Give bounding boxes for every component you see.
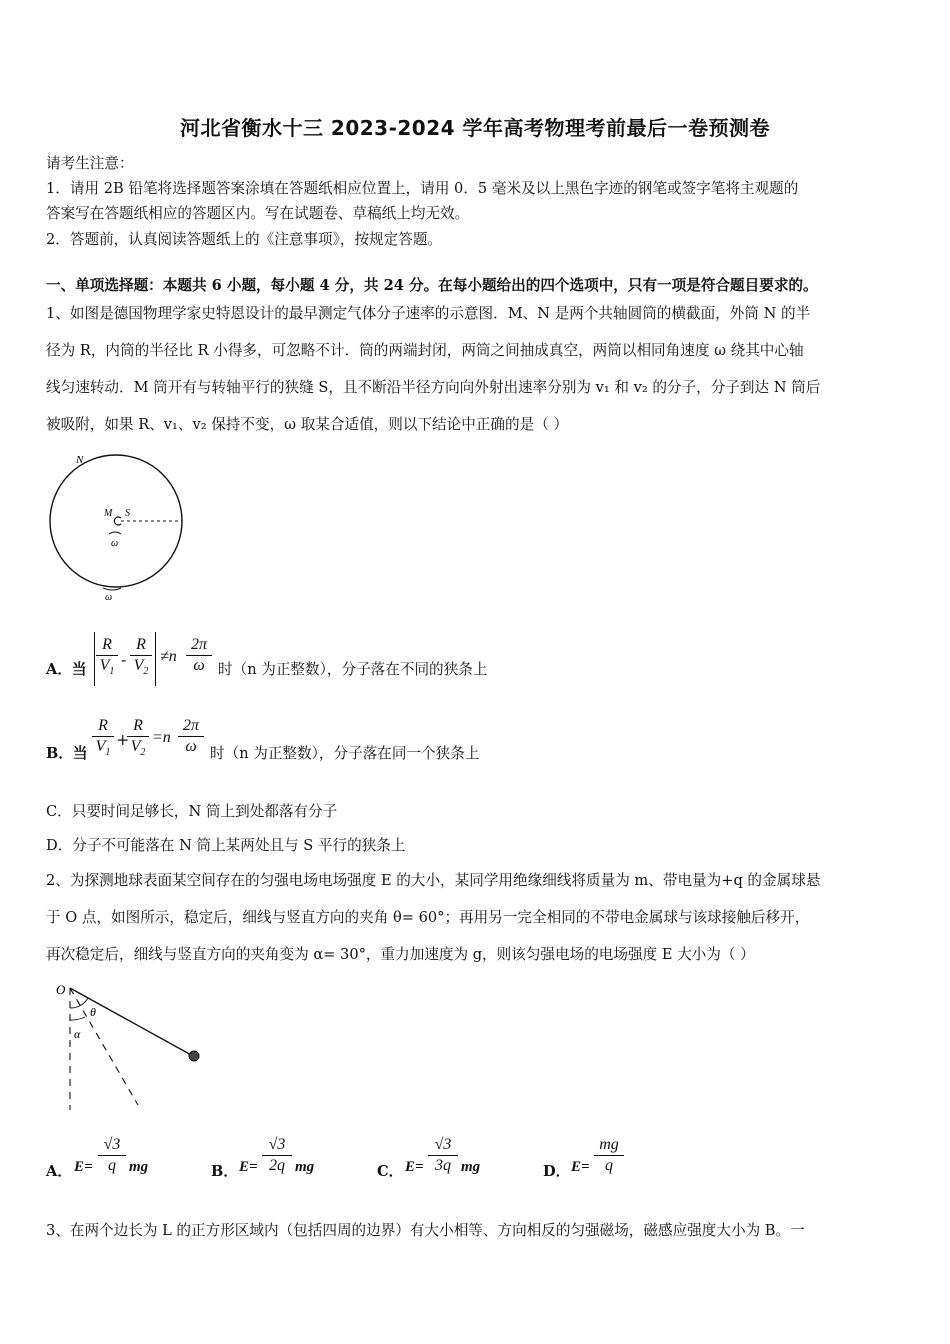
abs-bar-right: [155, 632, 156, 686]
frac-r-v2: [130, 636, 152, 677]
frac-2pi-omega: [186, 636, 212, 675]
q2-option-b-label: B．: [211, 1163, 238, 1180]
mg: mg: [129, 1159, 149, 1175]
q1-option-a-label: A．当: [46, 661, 87, 678]
q1-option-b-text: 时（n 为正整数），分子落在同一个狭条上: [210, 745, 480, 762]
e-equals: E=: [405, 1159, 424, 1175]
label-omega-inner: ω: [111, 538, 119, 549]
minus-sign: -: [121, 650, 127, 669]
q2-option-d-label: D．: [543, 1163, 571, 1180]
q2-figure-pendulum: [50, 980, 210, 1115]
q1-line-2: 径为 R，内筒的半径比 R 小得多，可忽略不计．筒的两端封闭，两筒之间抽成真空，两筒以相同角速度 ω 绕其中心轴: [46, 342, 804, 359]
subscript: 1: [105, 747, 111, 759]
section-1-heading: 一、单项选择题：本题共 6 小题，每小题 4 分，共 24 分。在每小题给出的四个选项中，只有一项是符合题目要求的。: [46, 277, 818, 294]
q2-line-2: 于 O 点，如图所示，稳定后，细线与竖直方向的夹角 θ= 60°；再用另一完全相同的不带电金属球与该球接触后移开，: [46, 909, 810, 926]
q2-option-c-label: C．: [377, 1163, 404, 1180]
frac-numerator: mg: [594, 1136, 624, 1156]
notice-item-1b: 答案写在答题纸相应的答题区内。写在试题卷、草稿纸上均无效。: [46, 205, 470, 222]
frac-mg-q: [594, 1136, 624, 1175]
frac-numerator: 2π: [178, 717, 204, 737]
frac-denominator: 2q: [269, 1157, 285, 1174]
subscript: 2: [140, 747, 146, 759]
frac-numerator: 2π: [186, 636, 212, 656]
label-theta: θ: [90, 1005, 96, 1019]
frac-numerator: R: [92, 717, 114, 737]
frac-numerator: √3: [428, 1136, 458, 1156]
metal-ball: [189, 1051, 199, 1061]
frac-r-v2: [127, 717, 149, 758]
label-alpha: α: [74, 1027, 81, 1041]
label-o: O: [56, 982, 66, 997]
e-equals: E=: [74, 1159, 93, 1175]
q2-option-a-label: A．: [46, 1163, 72, 1180]
q1-figure-cylinders: [45, 448, 195, 608]
alpha-arc: [70, 1017, 85, 1020]
frac-sqrt3-2q: [262, 1136, 292, 1175]
frac-denominator: V: [130, 738, 141, 755]
frac-sqrt3-q: [98, 1136, 126, 1175]
frac-denominator: V: [133, 657, 144, 674]
plus-sign: +: [116, 730, 130, 749]
frac-denominator: ω: [185, 738, 197, 755]
eq-n: =n: [152, 729, 171, 746]
q2-line-3: 再次稳定后，细线与竖直方向的夹角变为 α= 30°，重力加速度为 g，则该匀强电场的电场强度 E 大小为（ ）: [46, 946, 755, 963]
label-m: M: [104, 508, 113, 519]
label-n: N: [76, 454, 84, 466]
frac-denominator: V: [99, 657, 110, 674]
e-equals: E=: [239, 1159, 258, 1175]
mg: mg: [295, 1159, 315, 1175]
notice-item-1a: 1．请用 2B 铅笔将选择题答案涂填在答题纸相应位置上，请用 0．5 毫米及以上黑色字迹的钢笔或签字笔将主观题的: [46, 180, 799, 197]
frac-numerator: √3: [262, 1136, 292, 1156]
inner-rotation-arrow: [109, 532, 121, 534]
frac-denominator: q: [605, 1157, 613, 1174]
q1-line-3: 线匀速转动．M 筒开有与转轴平行的狭缝 S，且不断沿半径方向向外射出速率分别为 v₁ 和 v₂ 的分子，分子到达 N 筒后: [46, 379, 821, 396]
label-s: S: [125, 508, 130, 519]
inner-cylinder-m: [114, 517, 121, 525]
frac-sqrt3-3q: [428, 1136, 458, 1175]
thread-line: [70, 988, 193, 1056]
frac-numerator: R: [96, 636, 118, 656]
q3-line-1: 3、在两个边长为 L 的正方形区域内（包括四周的边界）有大小相等、方向相反的匀强磁场，磁感应强度大小为 B。一: [46, 1222, 805, 1239]
q1-option-a-text: 时（n 为正整数），分子落在不同的狭条上: [218, 661, 488, 678]
e-equals: E=: [571, 1159, 590, 1175]
label-omega-outer: ω: [105, 592, 113, 603]
notice-heading: 请考生注意：: [46, 155, 134, 172]
q2-line-1: 2、为探测地球表面某空间存在的匀强电场电场强度 E 的大小，某同学用绝缘细线将质量为 m、带电量为+q 的金属球悬: [46, 872, 821, 889]
subscript: 2: [143, 666, 149, 678]
frac-denominator: 3q: [435, 1157, 451, 1174]
frac-r-v1: [92, 717, 114, 758]
neq-n: ≠n: [160, 648, 177, 665]
frac-numerator: R: [130, 636, 152, 656]
frac-denominator: ω: [193, 657, 205, 674]
frac-denominator: V: [95, 738, 106, 755]
frac-numerator: √3: [98, 1136, 126, 1156]
subscript: 1: [109, 666, 115, 678]
notice-item-2: 2．答题前，认真阅读答题纸上的《注意事项》，按规定答题。: [46, 231, 443, 248]
outer-cylinder-n: [50, 455, 182, 587]
q1-line-1: 1、如图是德国物理学家史特恩设计的最早测定气体分子速率的示意图．M、N 是两个共轴圆筒的横截面，外筒 N 的半: [46, 305, 811, 322]
page-title: 河北省衡水十三 2023-2024 学年高考物理考前最后一卷预测卷: [179, 116, 771, 140]
q1-line-4: 被吸附，如果 R、v₁、v₂ 保持不变，ω 取某合适值，则以下结论中正确的是（ ）: [46, 416, 569, 433]
frac-2pi-omega: [178, 717, 204, 756]
q1-option-b-label: B．当: [46, 745, 88, 762]
frac-r-v1: [96, 636, 118, 677]
q1-option-d: D．分子不可能落在 N 筒上某两处且与 S 平行的狭条上: [46, 837, 406, 854]
q1-option-c: C．只要时间足够长，N 筒上到处都落有分子: [46, 803, 338, 820]
frac-denominator: q: [108, 1157, 116, 1174]
abs-bar-left: [94, 632, 95, 686]
mg: mg: [461, 1159, 481, 1175]
outer-rotation-arrow: [103, 588, 121, 590]
frac-numerator: R: [127, 717, 149, 737]
